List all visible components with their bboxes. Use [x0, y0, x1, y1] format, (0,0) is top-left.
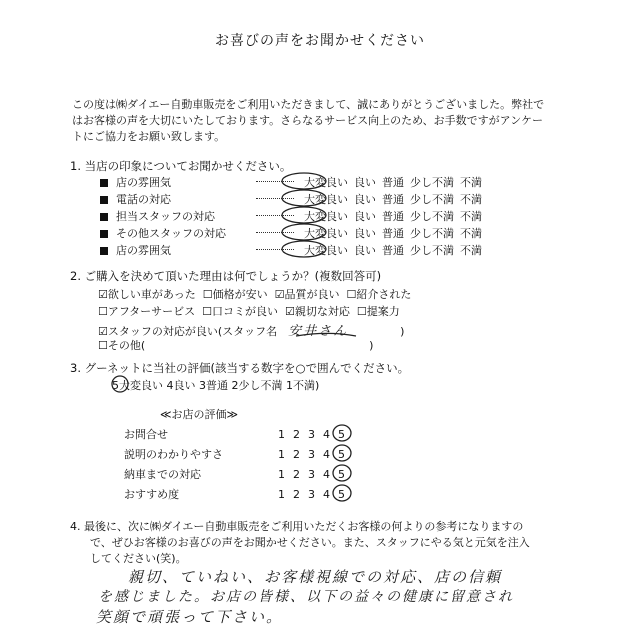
intro-line: この度は㈱ダイエー自動車販売をご利用いただきまして、誠にありがとうございました。弊社で [72, 98, 545, 111]
score-4[interactable]: 4 [323, 428, 330, 441]
bullet-square-icon [100, 247, 108, 255]
score-2[interactable]: 2 [293, 428, 300, 441]
checkbox-option[interactable]: ☑品質が良い [274, 288, 340, 301]
option-slightly-bad[interactable]: 少し不満 [410, 176, 454, 189]
score-5[interactable]: 5 [338, 468, 345, 481]
option-bad[interactable]: 不満 [460, 227, 482, 240]
score-3[interactable]: 3 [308, 488, 315, 501]
option-slightly-bad[interactable]: 少し不満 [410, 193, 454, 206]
q4-line: 4. 最後に、次に㈱ダイエー自動車販売をご利用いただくお客様の何よりの参考になりますの [70, 520, 524, 533]
rating-item-label: 電話の対応 [116, 193, 171, 206]
q2-row [98, 303, 407, 319]
leader-dots [256, 232, 294, 233]
eval-row [124, 426, 349, 444]
rating-item-label: 店の雰囲気 [116, 176, 171, 189]
option-bad[interactable]: 不満 [460, 176, 482, 189]
handwritten-comment-line: 笑顔で頑張って下さい。 [96, 608, 284, 626]
q3-title: 3. グーネットに当社の評価(該当する数字を○で囲んでください。 [70, 361, 410, 375]
score-4[interactable]: 4 [323, 488, 330, 501]
score-3[interactable]: 3 [308, 468, 315, 481]
option-bad[interactable]: 不満 [460, 244, 482, 257]
option-normal[interactable]: 普通 [382, 244, 404, 257]
score-1[interactable]: 1 [278, 468, 285, 481]
score-1[interactable]: 1 [278, 448, 285, 461]
score-3[interactable]: 3 [308, 448, 315, 461]
q3-header: ≪お店の評価≫ [160, 408, 239, 421]
score-5[interactable]: 5 [338, 428, 345, 441]
bullet-square-icon [100, 230, 108, 238]
rating-row [100, 208, 482, 224]
option-normal[interactable]: 普通 [382, 210, 404, 223]
eval-item-label: 納車までの対応 [124, 468, 201, 481]
leader-dots [256, 249, 294, 250]
eval-row [124, 466, 349, 484]
option-very-good[interactable]: 大変良い [304, 210, 348, 223]
score-1[interactable]: 1 [278, 428, 285, 441]
intro-line: トにご協力をお願い致します。 [72, 130, 226, 143]
option-slightly-bad[interactable]: 少し不満 [410, 244, 454, 257]
option-bad[interactable]: 不満 [460, 193, 482, 206]
handwritten-comment-line: 親切、ていねい、お客様視線での対応、店の信頼 [128, 568, 503, 586]
option-normal[interactable]: 普通 [382, 176, 404, 189]
rating-row [100, 242, 482, 258]
score-2[interactable]: 2 [293, 468, 300, 481]
score-1[interactable]: 1 [278, 488, 285, 501]
bullet-square-icon [100, 179, 108, 187]
checkbox-option[interactable]: ☐提案力 [356, 305, 400, 318]
score-5[interactable]: 5 [338, 448, 345, 461]
q2-row [98, 286, 418, 302]
checkbox-option[interactable]: ☐口コミが良い [202, 305, 278, 318]
option-slightly-bad[interactable]: 少し不満 [410, 210, 454, 223]
option-bad[interactable]: 不満 [460, 210, 482, 223]
handwritten-comment-line: を感じました。お店の皆様、以下の益々の健康に留意され [98, 589, 514, 605]
rating-item-label: 店の雰囲気 [116, 244, 171, 257]
staff-name-handwritten: 安井さん [288, 324, 349, 339]
leader-dots [256, 215, 294, 216]
rating-row [100, 225, 482, 241]
q4-line: してください(笑)。 [90, 552, 187, 565]
option-good[interactable]: 良い [354, 193, 376, 206]
score-2[interactable]: 2 [293, 488, 300, 501]
score-2[interactable]: 2 [293, 448, 300, 461]
option-very-good[interactable]: 大変良い [304, 193, 348, 206]
eval-row [124, 446, 349, 464]
option-good[interactable]: 良い [354, 176, 376, 189]
q3-scale: 5大変良い 4良い 3普通 2少し不満 1不満) [112, 379, 320, 392]
rating-item-label: 担当スタッフの対応 [116, 210, 215, 223]
q2-title: 2. ご購入を決めて頂いた理由は何でしょうか？(複数回答可) [70, 269, 382, 283]
option-good[interactable]: 良い [354, 244, 376, 257]
option-good[interactable]: 良い [354, 210, 376, 223]
bullet-square-icon [100, 213, 108, 221]
q1-title: 1. 当店の印象についてお聞かせください。 [70, 159, 292, 173]
option-very-good[interactable]: 大変良い [304, 244, 348, 257]
option-slightly-bad[interactable]: 少し不満 [410, 227, 454, 240]
option-very-good[interactable]: 大変良い [304, 227, 348, 240]
rating-row [100, 174, 482, 190]
checkbox-option-other[interactable]: ☐その他( [98, 339, 146, 352]
option-good[interactable]: 良い [354, 227, 376, 240]
q4-line: で、ぜひお客様のお喜びの声をお聞かせください。また、スタッフにやる気と元気を注入 [90, 536, 530, 549]
q2-row [98, 337, 380, 353]
checkbox-option-staff[interactable]: ☑スタッフの対応が良い(スタッフ名 [98, 325, 278, 338]
option-normal[interactable]: 普通 [382, 193, 404, 206]
option-very-good[interactable]: 大変良い [304, 176, 348, 189]
eval-item-label: 説明のわかりやすさ [124, 448, 223, 461]
score-4[interactable]: 4 [323, 448, 330, 461]
checkbox-option[interactable]: ☑親切な対応 [284, 305, 350, 318]
checkbox-option[interactable]: ☑欲しい車があった [98, 288, 196, 301]
eval-item-label: お問合せ [124, 428, 168, 441]
intro-line: はお客様の声を大切にいたしております。さらなるサービス向上のため、お手数ですがアンケー [72, 114, 544, 127]
bullet-square-icon [100, 196, 108, 204]
checkbox-option[interactable]: ☐価格が安い [202, 288, 268, 301]
paren-close: ) [369, 339, 374, 352]
eval-item-label: おすすめ度 [124, 488, 180, 501]
paren-close: ) [400, 325, 405, 338]
page-title: お喜びの声をお聞かせください [215, 33, 425, 49]
rating-item-label: その他スタッフの対応 [116, 227, 226, 240]
rating-row [100, 191, 482, 207]
eval-row [124, 486, 349, 504]
score-3[interactable]: 3 [308, 428, 315, 441]
leader-dots [256, 181, 294, 182]
checkbox-option[interactable]: ☐アフターサービス [98, 305, 196, 318]
leader-dots [256, 198, 294, 199]
option-normal[interactable]: 普通 [382, 227, 404, 240]
score-5[interactable]: 5 [338, 488, 345, 501]
score-4[interactable]: 4 [323, 468, 330, 481]
checkbox-option[interactable]: ☐紹介された [346, 288, 412, 301]
